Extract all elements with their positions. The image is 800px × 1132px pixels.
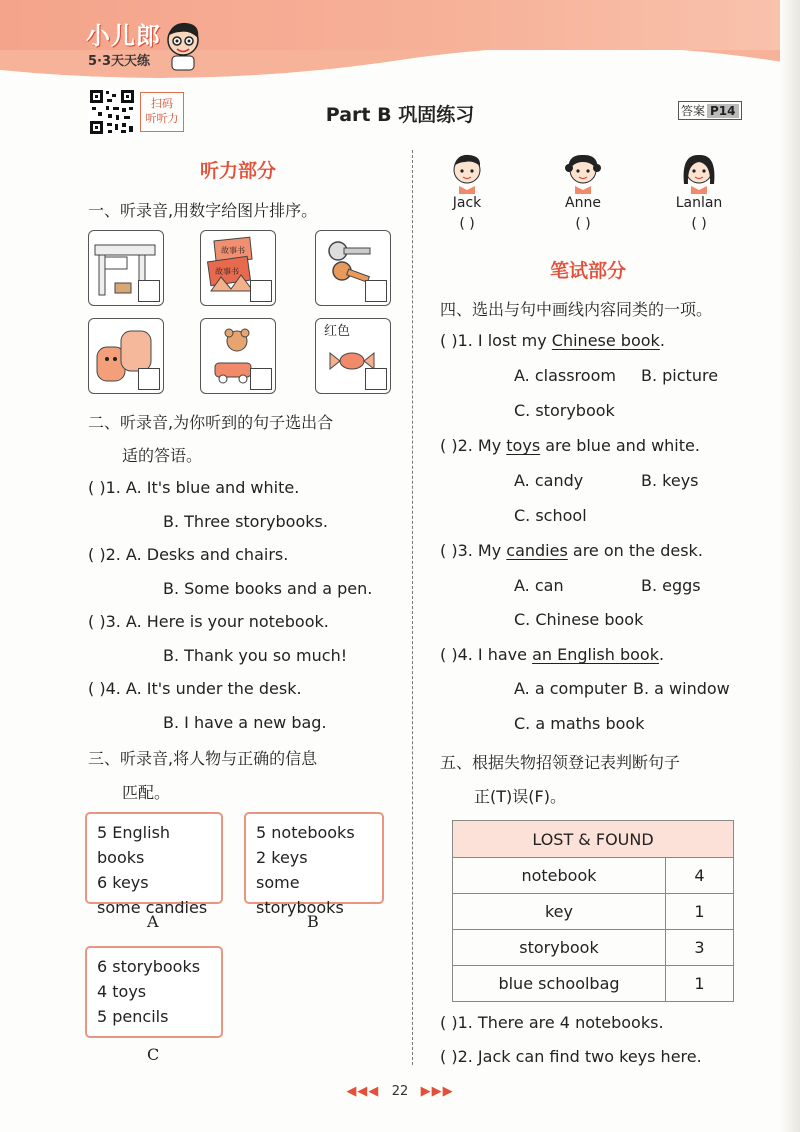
q4-item-3-opt-a: A. can [514,576,564,595]
q4-item-3-opt-c: C. Chinese book [514,610,644,629]
picture-schoolbags [88,318,164,394]
brand-logo: 小儿郎 [86,21,161,50]
writing-heading: 笔试部分 [550,260,627,282]
page-footer [0,1084,800,1099]
kid-answer-anne[interactable]: ( ) [575,216,591,232]
table-row: notebook 4 [453,858,734,894]
table-row: key 1 [453,894,734,930]
q5-title-line2: 正(T)误(F)。 [474,787,566,806]
q3-title-line1: 三、听录音,将人物与正确的信息 [88,749,318,768]
anne-avatar-icon [563,150,603,194]
q1-title: 一、听录音,用数字给图片排序。 [88,201,318,220]
answer-page-tag: 答案 P14 [678,101,742,120]
q4-item-3-opt-b: B. eggs [641,576,701,595]
q2-item-4-b: B. I have a new bag. [163,713,327,732]
q4-item-4-opt-c: C. a maths book [514,714,645,733]
lost-found-table [452,820,734,1002]
q4-title: 四、选出与句中画线内容同类的一项。 [440,300,713,319]
kid-answer-jack[interactable]: ( ) [459,216,475,232]
q2-item-1-b: B. Three storybooks. [163,512,328,531]
q2-item-2-a: ( )2. A. Desks and chairs. [88,545,289,564]
q5-item-1: ( )1. There are 4 notebooks. [440,1013,664,1032]
card-label-a: A [147,912,159,931]
card-label-b: B [307,912,319,931]
q2-title-line1: 二、听录音,为你听到的句子选出合 [88,413,334,432]
picture-keys [315,230,391,306]
q4-item-4: ( )4. I have an English book. [440,645,665,664]
jack-avatar-icon [447,150,487,194]
q5-title-line1: 五、根据失物招领登记表判断句子 [440,753,681,772]
q3-title-line2: 匹配。 [122,783,171,802]
table-header: LOST & FOUND [453,821,734,858]
q2-item-2-b: B. Some books and a pen. [163,579,373,598]
svg-text:故事书: 故事书 [221,246,245,255]
card-label-c: C [147,1045,160,1064]
picture-candy [315,318,391,394]
brand-subtitle: 5·3天天练 [88,54,151,69]
column-divider [412,150,413,1065]
q5-item-2: ( )2. Jack can find two keys here. [440,1047,702,1066]
table-row: blue schoolbag 1 [453,966,734,1002]
page-title: Part B 巩固练习 [325,104,475,126]
info-card-b: 5 notebooks 2 keys some storybooks [244,812,384,904]
q4-item-4-opt-a: A. a computer [514,679,627,698]
listening-heading: 听力部分 [200,160,277,182]
q4-item-1-opt-b: B. picture [641,366,719,385]
svg-text:红色: 红色 [324,324,351,339]
lanlan-avatar-icon [679,150,719,194]
page-edge-shadow [780,0,800,1132]
q4-item-2-opt-b: B. keys [641,471,699,490]
q4-item-2: ( )2. My toys are blue and white. [440,436,700,455]
q2-item-3-b: B. Thank you so much! [163,646,348,665]
page-number: 22 [391,1084,409,1099]
q4-item-2-opt-c: C. school [514,506,587,525]
picture-storybooks [200,230,276,306]
svg-text:故事书: 故事书 [215,267,239,276]
q4-item-1-opt-a: A. classroom [514,366,616,385]
q4-item-2-opt-a: A. candy [514,471,584,490]
left-arrows-icon: ◀◀◀ [346,1084,380,1099]
right-arrows-icon: ▶▶▶ [420,1084,454,1099]
q2-item-4-a: ( )4. A. It's under the desk. [88,679,302,698]
kid-name-lanlan: Lanlan [675,195,723,211]
table-row: storybook 3 [453,930,734,966]
info-card-c: 6 storybooks 4 toys 5 pencils [85,946,223,1038]
picture-desk [88,230,164,306]
q4-item-1-opt-c: C. storybook [514,401,615,420]
q2-item-3-a: ( )3. A. Here is your notebook. [88,612,329,631]
q4-item-3: ( )3. My candies are on the desk. [440,541,703,560]
q4-item-4-opt-b: B. a window [633,679,730,698]
kid-name-jack: Jack [452,195,482,211]
picture-toys [200,318,276,394]
mascot-boy-icon [160,18,206,72]
kid-answer-lanlan[interactable]: ( ) [691,216,707,232]
kid-name-anne: Anne [565,195,601,211]
info-card-a: 5 English books 6 keys some candies [85,812,223,904]
scan-to-listen-label: 扫码 听听力 [140,92,184,132]
q2-title-line2: 适的答语。 [122,446,203,465]
q2-item-1-a: ( )1. A. It's blue and white. [88,478,300,497]
q4-item-1: ( )1. I lost my Chinese book. [440,331,665,350]
